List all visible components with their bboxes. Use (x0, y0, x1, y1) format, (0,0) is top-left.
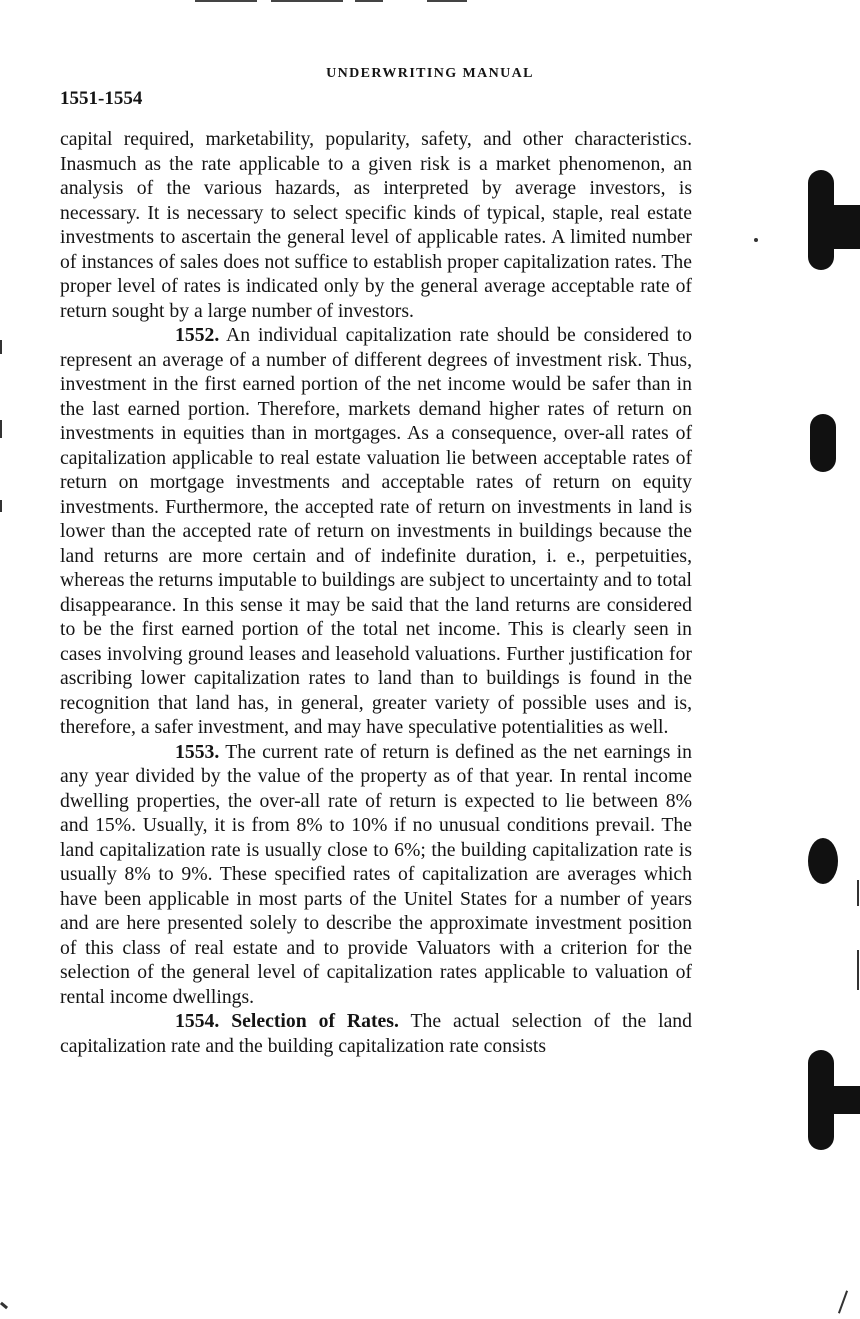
running-header: UNDERWRITING MANUAL (326, 66, 534, 81)
corner-mark-bottom-right (838, 1290, 848, 1313)
paragraph-1554 (60, 1009, 692, 1058)
binder-hole-middle (810, 414, 836, 472)
paragraph-text: The actual selection of the land capitalization rate and the building capitalization rate consists (60, 1010, 692, 1057)
scan-dot (754, 238, 758, 242)
paragraph-number: 1554. (175, 1010, 220, 1032)
body-text (60, 127, 692, 1058)
paragraph-1551-continued (60, 127, 692, 323)
right-edge-mark (857, 950, 859, 990)
binder-hole-lower (808, 838, 838, 884)
paragraph-text: capital required, marketability, popularity, safety, and other characteristics. Inasmuch as the rate applicable to a given risk is a market phenomenon, an analysis of the various hazards, as interpreted by average investors, is necessary. It is necessary to select specific kinds of typical, staple, real estate investments to ascertain the general level of applicable rates. A limited number of instances of sales does not suffice to establish proper capitalization rates. The proper level of rates is indicated only by the general average acceptable rate of return sought by a large number of investors. (60, 128, 692, 322)
paragraph-heading: Selection of Rates. (231, 1010, 399, 1032)
paragraph-1552 (60, 323, 692, 740)
top-edge-rules (195, 0, 475, 4)
paragraph-text: The current rate of return is defined as the net earnings in any year divided by the value of the property as of that year. In rental income dwelling properties, the over-all rate of return is expected to lie between 8% and 15%. Usually, it is from 8% to 10% if no unusual conditions prevail. The land capitalization rate is usually close to 6%; the building capitalization rate is usually 8% to 9%. These specified rates of capitalization are averages which have been applicable in most parts of the Unitel States for a number of years and are here presented solely to describe the approximate investment position of this class of real estate and to provide Valuators with a criterion for the selection of the general level of capitalization rates applicable to valuation of rental income dwellings. (60, 740, 692, 1008)
left-edge-mark (0, 500, 2, 512)
paragraph-number: 1552. (175, 324, 220, 346)
paragraph-number: 1553. (175, 740, 220, 763)
paragraph-1553 (60, 740, 692, 1010)
paragraph-text: An individual capitalization rate should be considered to represent an average of a number of different degrees of investment risk. Thus, investment in the first earned portion of the net income would be safer than in the last earned portion. Therefore, markets demand higher rates of return on investments in equities than in mortgages. As a consequence, over-all rates of capitalization applicable to real estate valuation lie between acceptable rates of return on mortgage investments and acceptable rates of return on equity investments. Furthermore, the accepted rate of return on investments in land is lower than the accepted rate of return on investments in buildings because the land returns are more certain and of indefinite duration, i. e., perpetuities, whereas the returns imputable to buildings are subject to uncertainty and to total disappearance. In this sense it may be said that the land returns are considered to be the first earned portion of the total net income. This is clearly seen in cases involving ground leases and leasehold valuations. Further justification for ascribing lower capitalization rates to land than to buildings is found in the recognition that land has, in general, greater variety of possible uses and is, therefore, a safer investment, and may have speculative potentialities as well. (60, 324, 693, 738)
right-edge-mark (857, 880, 859, 906)
left-edge-mark (0, 340, 2, 354)
corner-mark-bottom-left (0, 1302, 8, 1309)
binder-tab-top-arm (820, 205, 860, 249)
binder-tab-bottom-arm (820, 1086, 860, 1114)
left-edge-mark (0, 420, 2, 438)
section-range: 1551-1554 (60, 88, 143, 109)
